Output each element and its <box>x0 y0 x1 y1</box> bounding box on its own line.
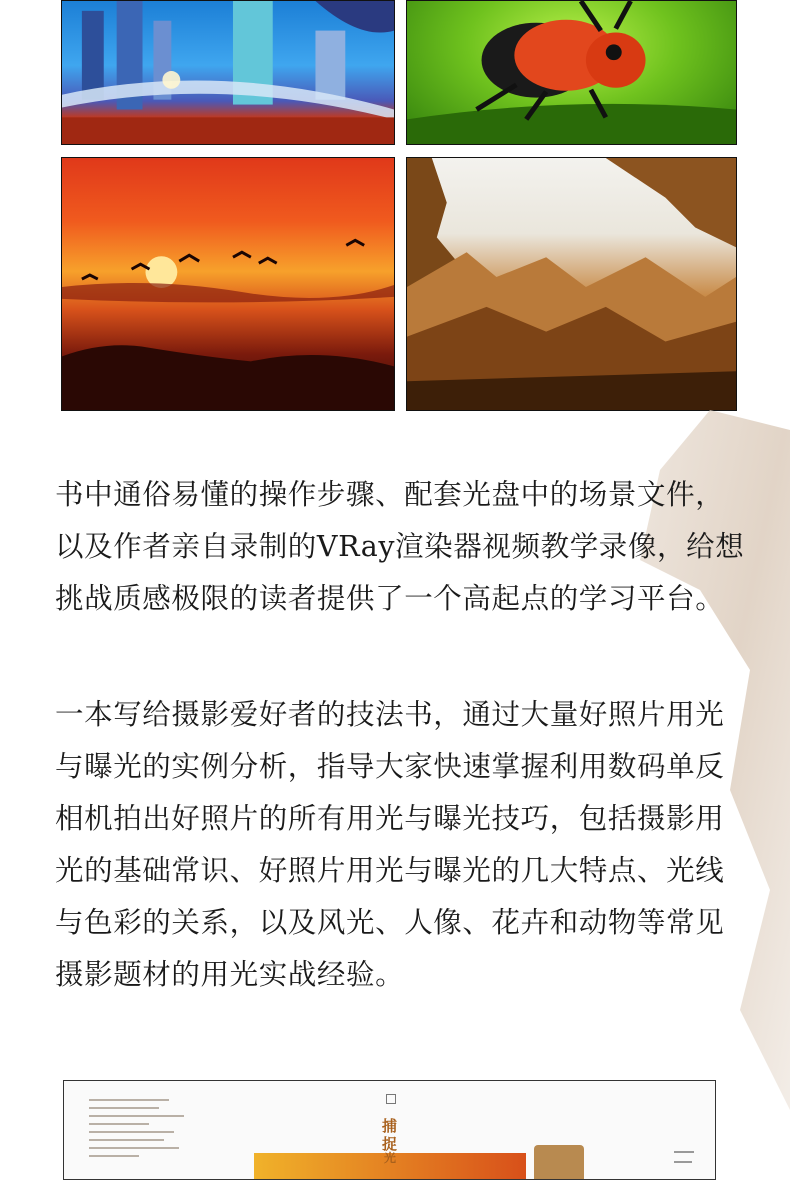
book-title-char-2: 捉 <box>382 1135 398 1153</box>
canyon-photo <box>406 157 737 411</box>
publisher-logo-icon <box>386 1094 396 1104</box>
book-title-char-3: 光 <box>384 1151 397 1165</box>
book-title-char-1: 捕 <box>382 1117 398 1135</box>
description-paragraph-2: 一本写给摄影爱好者的技法书，通过大量好照片用光与曝光的实例分析，指导大家快速掌握利用数码单反相机拍出好照片的所有用光与曝光技巧，包括摄影用光的基础常识、好照片用光与曝光的几大特点、光线与色彩的关系，以及风光、人像、花卉和动物等常见摄影题材的用光实战经验。 <box>55 698 725 991</box>
book-spread-preview <box>63 1080 716 1180</box>
insect-photo <box>406 0 737 145</box>
city-night-photo <box>61 0 395 145</box>
sunset-birds-photo <box>61 157 395 411</box>
book-large-glyph <box>534 1145 584 1180</box>
description-paragraph-1: 书中通俗易懂的操作步骤、配套光盘中的场景文件，以及作者亲自录制的VRay渲染器视频教学录像，给想挑战质感极限的读者提供了一个高起点的学习平台。 <box>55 478 745 615</box>
